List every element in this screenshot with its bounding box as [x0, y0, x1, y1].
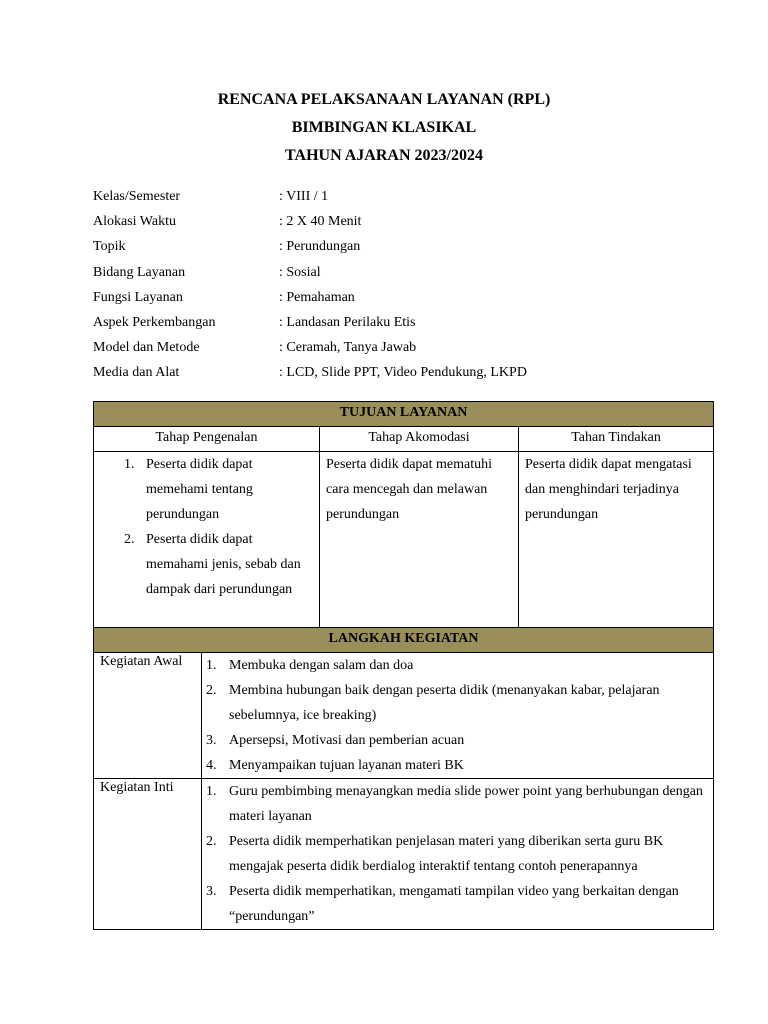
info-label: Topik [93, 239, 126, 255]
info-value: : 2 X 40 Menit [279, 214, 361, 229]
info-value: : Perundungan [279, 239, 360, 254]
column-header-pengenalan: Tahap Pengenalan [94, 427, 320, 452]
plan-table [93, 401, 714, 930]
list-item-text: Peserta didik dapat memehami tentang perundungan [146, 457, 253, 522]
tujuan-header: TUJUAN LAYANAN [94, 402, 714, 427]
info-value: : Ceramah, Tanya Jawab [279, 340, 416, 355]
list-item-text: Membina hubungan baik dengan peserta didik (menanyakan kabar, pelajaran sebelumnya, ice breaking) [229, 683, 660, 723]
list-item-text: Membuka dengan salam dan doa [229, 658, 414, 673]
list-item-text: Peserta didik memperhatikan, mengamati tampilan video yang berkaitan dengan “perundungan” [229, 884, 679, 924]
info-value: : Landasan Perilaku Etis [279, 315, 415, 330]
info-label: Aspek Perkembangan [93, 314, 216, 330]
info-label: Media dan Alat [93, 365, 180, 381]
info-value: : Pemahaman [279, 290, 355, 305]
info-row [93, 285, 713, 310]
akomodasi-text: Peserta didik dapat mematuhi cara mencegah dan melawan perundungan [326, 457, 493, 522]
identity-info [93, 184, 713, 386]
info-label: Model dan Metode [93, 340, 200, 356]
langkah-header: LANGKAH KEGIATAN [94, 628, 714, 653]
info-row [93, 335, 713, 360]
list-item-text: Guru pembimbing menayangkan media slide power point yang berhubungan dengan materi layanan [229, 784, 703, 824]
kegiatan-awal-cell [202, 653, 714, 779]
title-line-1: RENCANA PELAKSANAAN LAYANAN (RPL) [217, 91, 551, 108]
kegiatan-inti-label: Kegiatan Inti [94, 779, 202, 930]
info-row [93, 260, 713, 285]
column-header-akomodasi: Tahap Akomodasi [320, 427, 519, 452]
akomodasi-cell [320, 452, 519, 628]
list-item: 2. Peserta didik dapat memahami jenis, sebab dan dampak dari perundungan [124, 532, 301, 597]
list-item: 3. Peserta didik memperhatikan, mengamati tampilan video yang berkaitan dengan “perundungan” [206, 884, 679, 924]
kegiatan-inti-list [202, 779, 713, 929]
list-item-text: Peserta didik memperhatikan penjelasan materi yang diberikan serta guru BK mengajak peserta didik berdialog interaktif tentang contoh penerapannya [229, 834, 664, 874]
info-row [93, 184, 713, 209]
info-row [93, 360, 713, 385]
kegiatan-inti-cell [202, 779, 714, 930]
list-item: 1. Peserta didik dapat memehami tentang perundungan [124, 457, 253, 522]
list-item-text: Apersepsi, Motivasi dan pemberian acuan [229, 733, 465, 748]
pengenalan-cell [94, 452, 320, 628]
info-label: Fungsi Layanan [93, 289, 183, 305]
info-label: Kelas/Semester [93, 189, 181, 204]
pengenalan-list [94, 452, 319, 602]
info-value: : VIII / 1 [279, 189, 328, 204]
tindakan-cell [519, 452, 714, 628]
info-value: : LCD, Slide PPT, Video Pendukung, LKPD [279, 365, 527, 380]
list-item: 1. Guru pembimbing menayangkan media slide power point yang berhubungan dengan materi layanan [206, 784, 703, 824]
info-value: : Sosial [279, 265, 321, 280]
info-row [93, 234, 713, 259]
document-title [0, 86, 768, 170]
list-item-text: Menyampaikan tujuan layanan materi BK [229, 758, 464, 773]
title-line-3: TAHUN AJARAN 2023/2024 [285, 147, 483, 164]
list-item-text: Peserta didik dapat memahami jenis, sebab dan dampak dari perundungan [146, 532, 301, 597]
kegiatan-awal-label: Kegiatan Awal [94, 653, 202, 779]
info-row [93, 209, 713, 234]
tindakan-text: Peserta didik dapat mengatasi dan menghindari terjadinya perundungan [525, 457, 692, 522]
info-label: Bidang Layanan [93, 264, 186, 280]
kegiatan-awal-list [202, 653, 713, 778]
info-label: Alokasi Waktu [93, 214, 176, 230]
list-item: 2. Peserta didik memperhatikan penjelasan materi yang diberikan serta guru BK mengajak peserta didik berdialog interaktif tentang contoh penerapannya [206, 834, 664, 874]
info-row [93, 310, 713, 335]
list-item: 2. Membina hubungan baik dengan peserta didik (menanyakan kabar, pelajaran sebelumnya, ice breaking) [206, 683, 660, 723]
list-item: 3. Apersepsi, Motivasi dan pemberian acuan [206, 733, 465, 748]
list-item: 1. Membuka dengan salam dan doa [206, 658, 414, 673]
list-item: 4. Menyampaikan tujuan layanan materi BK [206, 758, 464, 773]
title-line-2: BIMBINGAN KLASIKAL [291, 119, 477, 136]
column-header-tindakan: Tahan Tindakan [519, 427, 714, 452]
